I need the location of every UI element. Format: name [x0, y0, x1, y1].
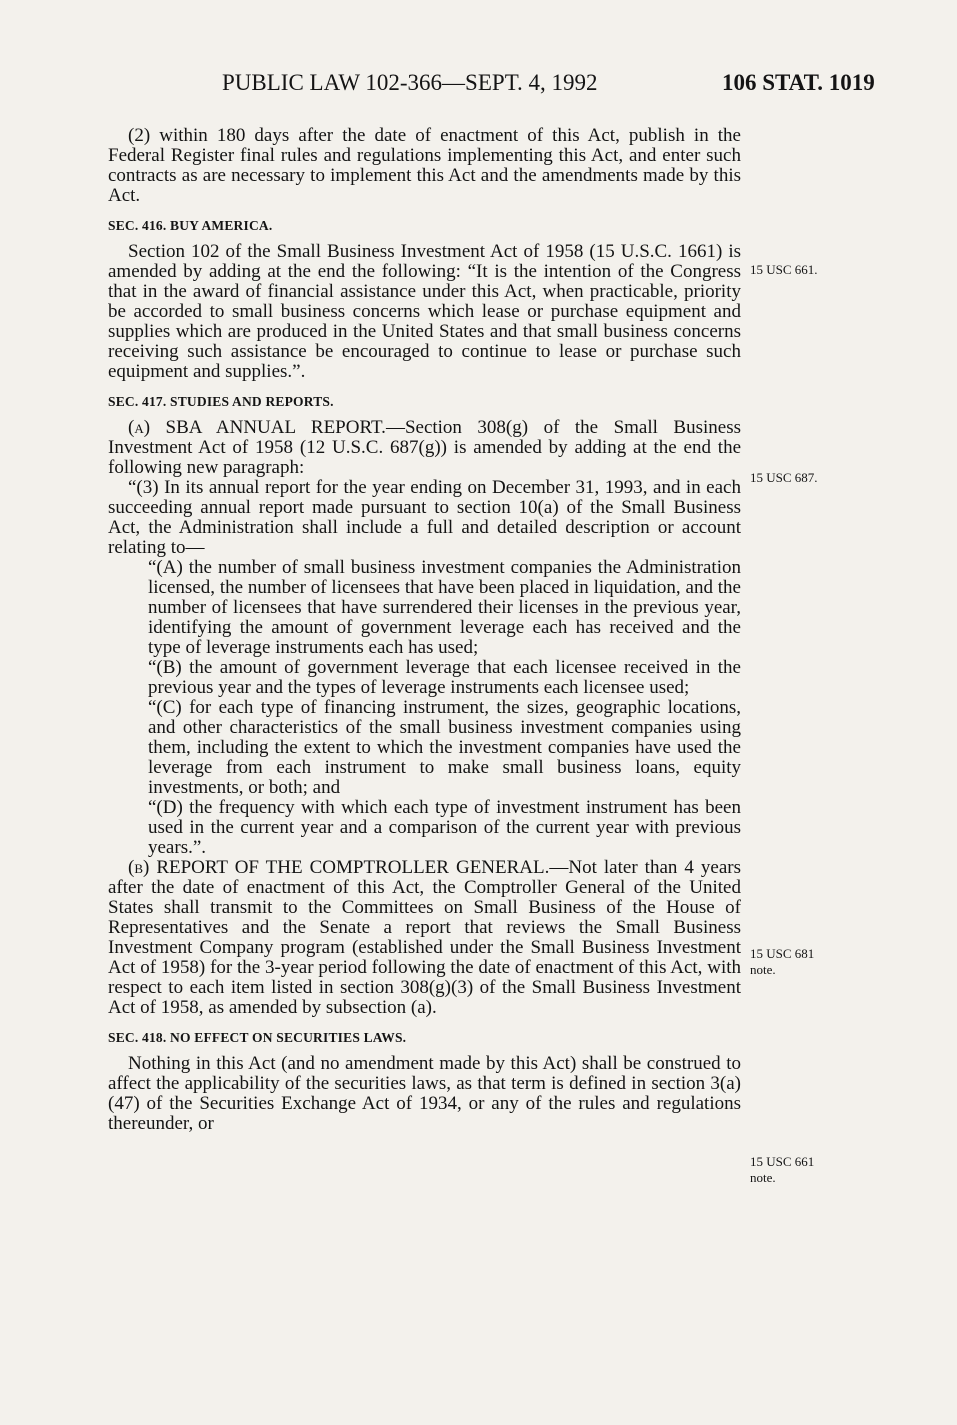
- margin-note-line: 15 USC 681: [750, 946, 815, 961]
- running-header-title: PUBLIC LAW 102-366—SEPT. 4, 1992: [222, 70, 598, 95]
- margin-note-15-usc-681-note: [750, 946, 814, 978]
- subsection-a-label: (a) SBA ANNUAL REPORT.: [128, 417, 386, 438]
- margin-note-15-usc-661: 15 USC 661.: [750, 262, 818, 277]
- section-417-b: [108, 858, 741, 1018]
- paragraph-intro: (2) within 180 days after the date of enactment of this Act, publish in the Federal Register final rules and regulations implementing this Act, and enter such contracts as are necessary to implement this Act and the amendments made by this Act.: [108, 125, 741, 206]
- item-c: “(C) for each type of financing instrument, the sizes, geographic locations, and other characteristics of the small business investment companies using them, including the extent to which the investment companies have used the leverage from each instrument to make small business loans, equity investments, or both; and: [148, 697, 741, 798]
- item-b: “(B) the amount of government leverage that each licensee received in the previous year and the types of leverage instruments each licensee used;: [148, 657, 741, 698]
- main-text: [108, 126, 741, 1134]
- section-418-heading: SEC. 418. NO EFFECT ON SECURITIES LAWS.: [108, 1030, 407, 1045]
- section-416-heading: SEC. 416. BUY AMERICA.: [108, 218, 273, 233]
- margin-note-15-usc-661-note: [750, 1154, 814, 1186]
- item-a: “(A) the number of small business investment companies the Administration licensed, the number of licensees that have been placed in liquidation, and the number of licensees that have surrendered their licenses in the previous year, identifying the amount of government leverage each has received and the type of leverage instruments each has used;: [148, 557, 741, 658]
- paragraph-3: “(3) In its annual report for the year ending on December 31, 1993, and in each succeeding annual report made pursuant to section 10(a) of the Small Business Act, the Administration shall include a full and detailed description or account relating to—: [108, 477, 741, 558]
- statute-page-number: 106 STAT. 1019: [722, 70, 875, 95]
- subsection-a-text: —Section 308(g) of the Small Business Investment Act of 1958 (12 U.S.C. 687(g)) is amended by adding at the end the following new paragraph:: [108, 417, 741, 478]
- section-417-a: [108, 418, 741, 478]
- margin-note-15-usc-687: 15 USC 687.: [750, 470, 818, 485]
- margin-note-line: 15 USC 661: [750, 1154, 815, 1169]
- section-416-text: Section 102 of the Small Business Investment Act of 1958 (15 U.S.C. 1661) is amended by adding at the end the following: “It is the intention of the Congress that in the award of financial assistance under this Act, when practicable, priority be accorded to small business concerns which lease or purchase equipment and supplies which are produced in the United States and that small business concerns receiving such assistance be encouraged to continue to lease or purchase such equipment and supplies.”.: [108, 241, 741, 382]
- item-d: “(D) the frequency with which each type of investment instrument has been used in the current year and a comparison of the current year with previous years.”.: [148, 797, 741, 858]
- margin-note-line: note.: [750, 962, 776, 977]
- section-417-heading: SEC. 417. STUDIES AND REPORTS.: [108, 394, 334, 409]
- subsection-b-label: (b) REPORT OF THE COMPTROLLER GENERAL.: [128, 857, 550, 878]
- section-418-text: Nothing in this Act (and no amendment made by this Act) shall be construed to affect the applicability of the securities laws, as that term is defined in section 3(a)(47) of the Securities Exchange Act of 1934, or any of the rules and regulations thereunder, or: [108, 1053, 741, 1134]
- margin-note-line: note.: [750, 1170, 776, 1185]
- subsection-b-text: —Not later than 4 years after the date of enactment of this Act, the Comptroller General of the United States shall transmit to the Committees on Small Business of the House of Representatives and the Senate a report that reviews the Small Business Investment Company program (established under the Small Business Investment Act of 1958) for the 3-year period following the date of enactment of this Act, with respect to each item listed in section 308(g)(3) of the Small Business Investment Act of 1958, as amended by subsection (a).: [108, 857, 741, 1018]
